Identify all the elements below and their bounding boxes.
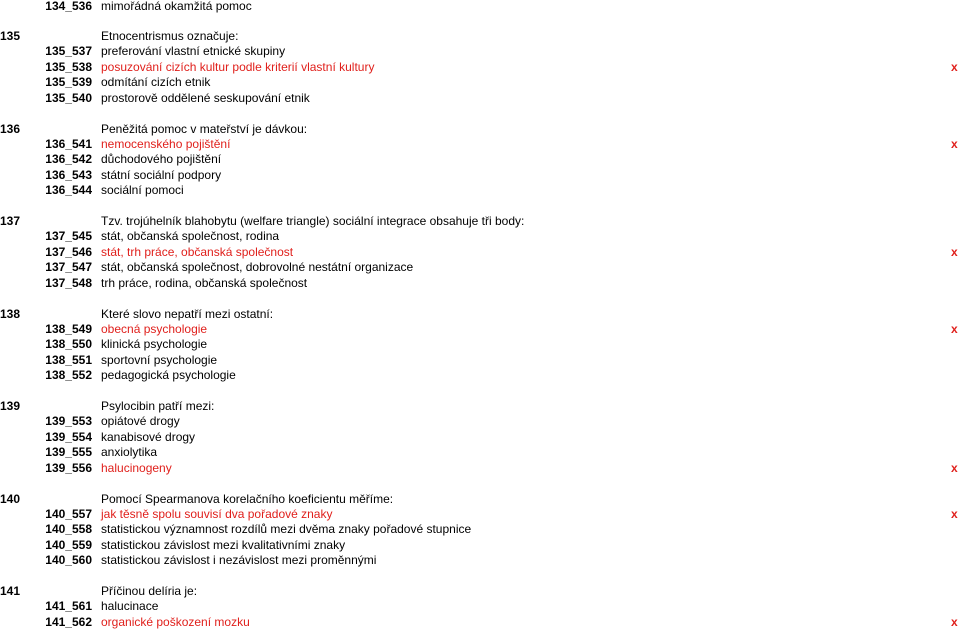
- answer-row: [0, 337, 960, 352]
- answer-text: sociální pomoci: [101, 183, 184, 197]
- answer-code: 138_552: [45, 368, 92, 382]
- answer-text: mimořádná okamžitá pomoc: [101, 0, 252, 13]
- answer-text: klinická psychologie: [101, 337, 208, 351]
- correct-answer-mark: x: [951, 461, 958, 475]
- question-number: 135: [0, 29, 21, 43]
- answer-row: [0, 414, 960, 429]
- answer-row: [0, 245, 960, 260]
- answer-code: 140_560: [45, 553, 92, 567]
- answer-text: statistickou významnost rozdílů mezi dvěma znaky pořadové stupnice: [101, 522, 472, 536]
- answer-text: sportovní psychologie: [101, 353, 218, 367]
- answer-row: [0, 507, 960, 522]
- answer-row: [0, 60, 960, 75]
- answer-code: 141_562: [45, 615, 92, 629]
- answer-text: pedagogická psychologie: [101, 368, 236, 382]
- answer-code: 135_540: [45, 91, 92, 105]
- question-number: 136: [0, 122, 21, 136]
- answer-code: 136_541: [45, 137, 92, 151]
- answer-code: 139_553: [45, 414, 92, 428]
- answer-row: [0, 599, 960, 614]
- answer-row: [0, 75, 960, 90]
- answer-row: [0, 353, 960, 368]
- answer-code: 140_559: [45, 538, 92, 552]
- answer-code: 138_549: [45, 322, 92, 336]
- answer-row: [0, 229, 960, 244]
- answer-row: [0, 91, 960, 106]
- answer-text: anxiolytika: [101, 445, 158, 459]
- question-row: [0, 122, 960, 137]
- answer-text: obecná psychologie: [101, 322, 208, 336]
- answer-code: 135_539: [45, 75, 92, 89]
- question-row: [0, 214, 960, 229]
- answer-row: [0, 276, 960, 291]
- answer-code: 140_558: [45, 522, 92, 536]
- answer-text: nemocenského pojištění: [101, 137, 231, 151]
- answer-text: statistickou závislost mezi kvalitativními znaky: [101, 538, 346, 552]
- answer-text: jak těsně spolu souvisí dva pořadové znaky: [101, 507, 333, 521]
- answer-text: halucinogeny: [101, 461, 172, 475]
- answer-code: 137_548: [45, 276, 92, 290]
- question-text: Pomocí Spearmanova korelačního koeficientu měříme:: [101, 492, 394, 506]
- answer-row: [0, 137, 960, 152]
- answer-code: 138_551: [45, 353, 92, 367]
- answer-code: 138_550: [45, 337, 92, 351]
- answer-text: odmítání cizích etnik: [101, 75, 211, 89]
- answer-text: stát, trh práce, občanská společnost: [101, 245, 294, 259]
- correct-answer-mark: x: [951, 60, 958, 74]
- answer-code: 136_542: [45, 152, 92, 166]
- answer-text: organické poškození mozku: [101, 615, 250, 629]
- question-text: Etnocentrismus označuje:: [101, 29, 239, 43]
- question-text: Peněžitá pomoc v mateřství je dávkou:: [101, 122, 308, 136]
- answer-text: preferování vlastní etnické skupiny: [101, 44, 286, 58]
- question-row: [0, 307, 960, 322]
- question-row: [0, 492, 960, 507]
- correct-answer-mark: x: [951, 137, 958, 151]
- answer-code: 134_536: [45, 0, 92, 13]
- question-text: Psylocibin patří mezi:: [101, 399, 215, 413]
- answer-text: posuzování cizích kultur podle kriterií vlastní kultury: [101, 60, 375, 74]
- answer-text: trh práce, rodina, občanská společnost: [101, 276, 308, 290]
- answer-row: [0, 368, 960, 383]
- answer-text: státní sociální podpory: [101, 168, 222, 182]
- answer-code: 136_543: [45, 168, 92, 182]
- question-number: 138: [0, 307, 21, 321]
- answer-row: [0, 445, 960, 460]
- answer-code: 135_538: [45, 60, 92, 74]
- answer-row: [0, 430, 960, 445]
- correct-answer-mark: x: [951, 615, 958, 629]
- answer-code: 137_545: [45, 229, 92, 243]
- answer-row: [0, 522, 960, 537]
- answer-code: 139_556: [45, 461, 92, 475]
- answer-text: prostorově oddělené seskupování etnik: [101, 91, 310, 105]
- question-number: 141: [0, 584, 21, 598]
- question-text: Které slovo nepatří mezi ostatní:: [101, 307, 274, 321]
- answer-row: [0, 538, 960, 553]
- answer-text: důchodového pojištění: [101, 152, 222, 166]
- answer-row: [0, 260, 960, 275]
- answer-row: [0, 0, 960, 14]
- answer-code: 135_537: [45, 44, 92, 58]
- question-number: 137: [0, 214, 21, 228]
- answer-text: halucinace: [101, 599, 159, 613]
- answer-code: 139_554: [45, 430, 92, 444]
- question-number: 139: [0, 399, 21, 413]
- answer-code: 137_546: [45, 245, 92, 259]
- answer-row: [0, 461, 960, 476]
- answer-text: opiátové drogy: [101, 414, 180, 428]
- question-row: [0, 29, 960, 44]
- answer-text: kanabisové drogy: [101, 430, 196, 444]
- answer-code: 137_547: [45, 260, 92, 274]
- answer-text: stát, občanská společnost, dobrovolné nestátní organizace: [101, 260, 414, 274]
- answer-code: 140_557: [45, 507, 92, 521]
- question-text: Tzv. trojúhelník blahobytu (welfare triangle) sociální integrace obsahuje tři body:: [101, 214, 525, 228]
- answer-row: [0, 152, 960, 167]
- answer-code: 139_555: [45, 445, 92, 459]
- correct-answer-mark: x: [951, 245, 958, 259]
- correct-answer-mark: x: [951, 507, 958, 521]
- question-row: [0, 399, 960, 414]
- answer-row: [0, 44, 960, 59]
- answer-code: 141_561: [45, 599, 92, 613]
- question-row: [0, 584, 960, 599]
- answer-row: [0, 322, 960, 337]
- answer-text: stát, občanská společnost, rodina: [101, 229, 280, 243]
- question-text: Příčinou delíria je:: [101, 584, 198, 598]
- answer-row: [0, 553, 960, 568]
- answer-row: [0, 168, 960, 183]
- answer-code: 136_544: [45, 183, 92, 197]
- answer-row: [0, 183, 960, 198]
- correct-answer-mark: x: [951, 322, 958, 336]
- answer-text: statistickou závislost i nezávislost mezi proměnnými: [101, 553, 377, 567]
- answer-row: [0, 615, 960, 630]
- question-number: 140: [0, 492, 21, 506]
